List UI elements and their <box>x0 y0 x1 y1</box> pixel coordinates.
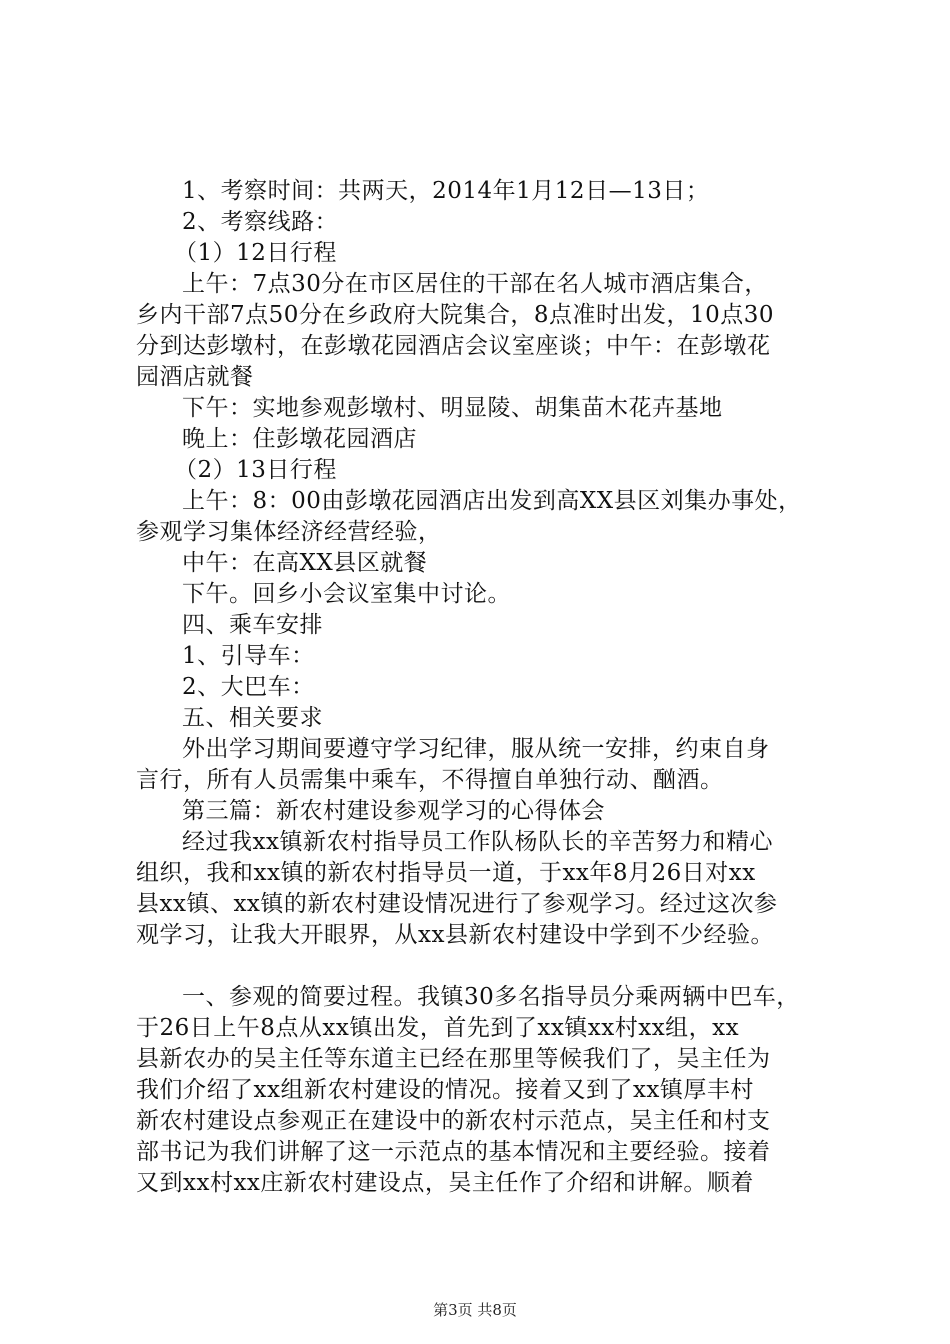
text-line: 上午：8：00由彭墩花园酒店出发到高XX县区刘集办事处， <box>182 488 802 514</box>
text-line: 参观学习集体经济经营经验， <box>136 519 442 545</box>
text-line: 中午：在高XX县区就餐 <box>182 550 428 576</box>
text-line: 园酒店就餐 <box>136 364 254 390</box>
text-line: 2、考察线路： <box>182 209 339 235</box>
text-line: 言行，所有人员需集中乘车，不得擅自单独行动、酗酒。 <box>136 767 724 793</box>
text-line: 下午。回乡小会议室集中讨论。 <box>182 581 511 607</box>
text-line: 又到xx村xx庄新农村建设点，吴主任作了介绍和讲解。顺着 <box>136 1170 754 1196</box>
text-line: 下午：实地参观彭墩村、明显陵、胡集苗木花卉基地 <box>182 395 723 421</box>
page-footer: 第3页 共8页 <box>433 1301 517 1319</box>
text-line: 一、参观的简要过程。我镇30多名指导员分乘两辆中巴车， <box>182 984 800 1010</box>
text-line: 观学习，让我大开眼界，从xx县新农村建设中学到不少经验。 <box>136 922 774 948</box>
text-line: 2、大巴车： <box>182 674 315 700</box>
text-line: 外出学习期间要遵守学习纪律，服从统一安排，约束自身 <box>182 736 770 762</box>
text-line: 组织，我和xx镇的新农村指导员一道，于xx年8月26日对xx <box>136 860 756 886</box>
text-line: 部书记为我们讲解了这一示范点的基本情况和主要经验。接着 <box>136 1139 771 1165</box>
blank-line <box>136 951 836 982</box>
text-line: 于26日上午8点从xx镇出发，首先到了xx镇xx村xx组，xx <box>136 1015 740 1041</box>
text-line: 1、考察时间：共两天，2014年1月12日—13日； <box>182 178 710 204</box>
text-line: 五、相关要求 <box>182 705 323 731</box>
text-line: 新农村建设点参观正在建设中的新农村示范点，吴主任和村支 <box>136 1108 771 1134</box>
text-line: 1、引导车： <box>182 643 315 669</box>
text-line: 上午：7点30分在市区居住的干部在名人城市酒店集合， <box>182 271 768 297</box>
text-line: 第三篇：新农村建设参观学习的心得体会 <box>182 798 605 824</box>
text-line: 分到达彭墩村，在彭墩花园酒店会议室座谈；中午：在彭墩花 <box>136 333 771 359</box>
document-body <box>136 176 836 1199</box>
text-line: 乡内干部7点50分在乡政府大院集合，8点准时出发，10点30 <box>136 302 775 328</box>
text-line: （1）12日行程 <box>174 240 337 266</box>
text-line: 县新农办的吴主任等东道主已经在那里等候我们了，吴主任为 <box>136 1046 771 1072</box>
text-line: 我们介绍了xx组新农村建设的情况。接着又到了xx镇厚丰村 <box>136 1077 754 1103</box>
text-line: 四、乘车安排 <box>182 612 323 638</box>
text-line: 县xx镇、xx镇的新农村建设情况进行了参观学习。经过这次参 <box>136 891 778 917</box>
text-line: 经过我xx镇新农村指导员工作队杨队长的辛苦努力和精心 <box>182 829 773 855</box>
text-line: 晚上：住彭墩花园酒店 <box>182 426 417 452</box>
text-line: （2）13日行程 <box>174 457 337 483</box>
